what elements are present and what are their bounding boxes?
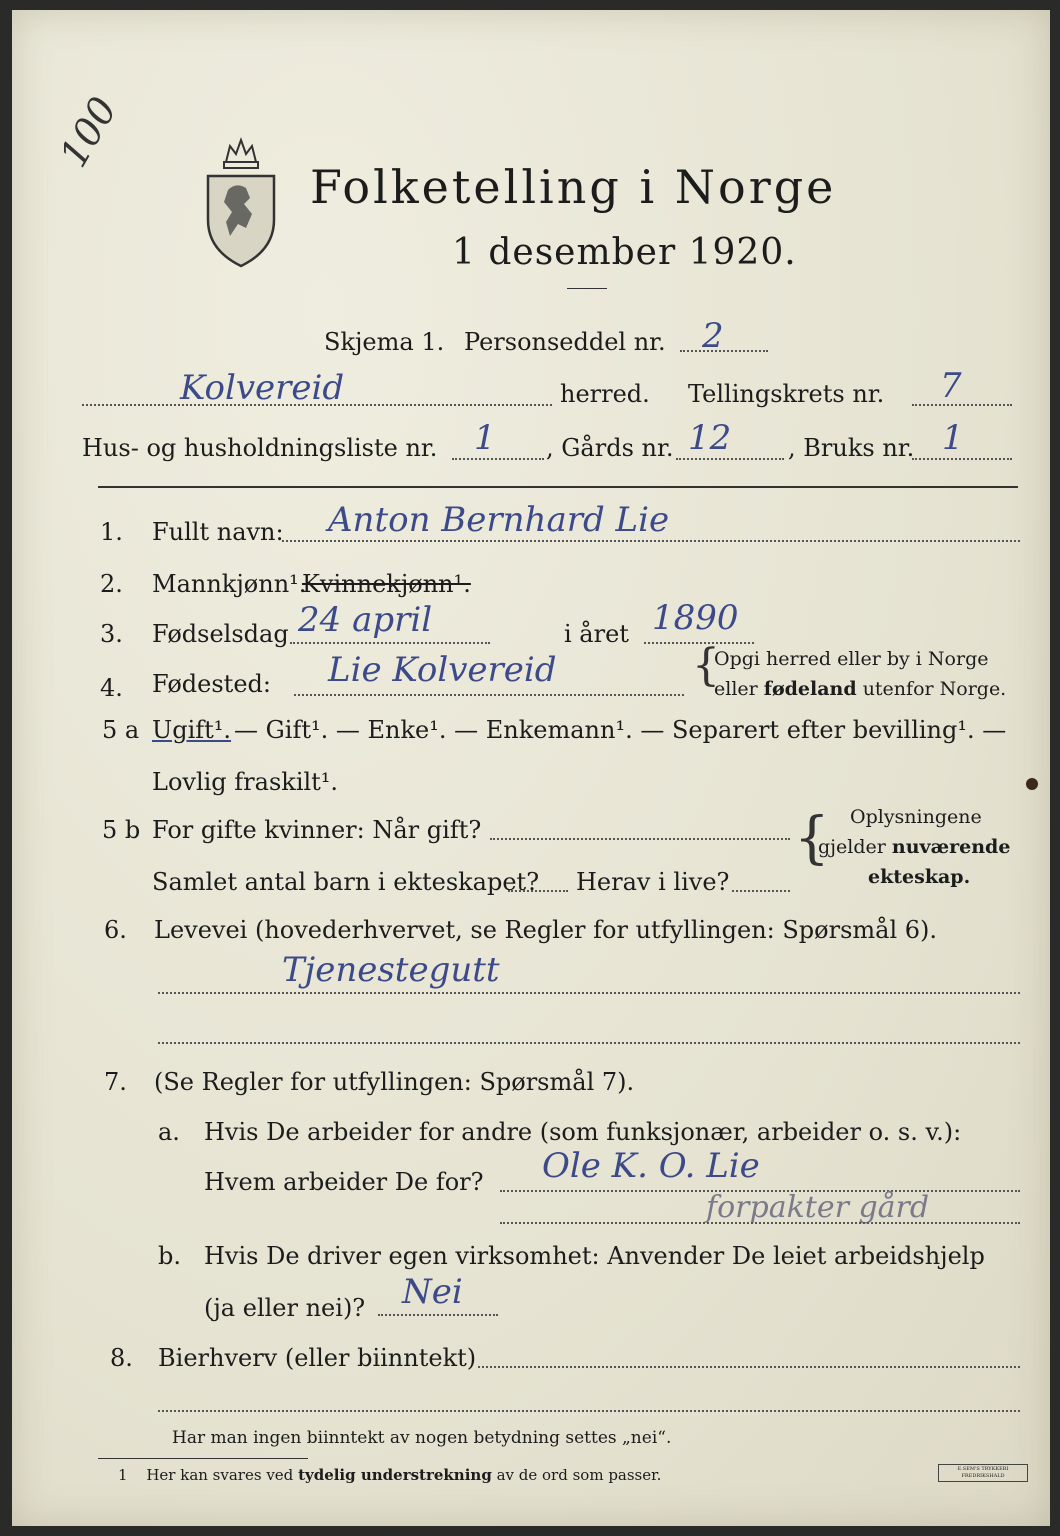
q3-year-label: i året [564,620,629,648]
printer-stamp: E.SEM'S TRYKKERI FREDRIKSHALD [938,1464,1028,1482]
employer-pencil-note: forpakter gård [706,1190,930,1225]
q5b-label: For gifte kvinner: Når gift? [152,816,482,844]
census-date: 1 desember 1920. [452,232,797,273]
q4-label: Fødested: [152,670,271,698]
dotted-line [680,350,768,352]
marital-ugift: Ugift¹. [152,716,232,744]
dotted-line [912,404,1012,406]
employer-value: Ole K. O. Lie [542,1146,760,1186]
dotted-line [294,694,684,696]
dotted-line [452,458,544,460]
q7-label: (Se Regler for utfyllingen: Spørsmål 7). [154,1068,635,1096]
q7a-label: Hvis De arbeider for andre (som funksjonær, arbeider o. s. v.): [204,1118,962,1146]
dotted-line [500,1222,1020,1224]
q7b-label: Hvis De driver egen virksomhet: Anvender De leiet arbeidshjelp [204,1242,985,1270]
q1-label: Fullt navn: [152,518,284,546]
q2-number: 2. [100,570,123,598]
margin-note: 100 [51,89,126,175]
birthplace-value: Lie Kolvereid [328,650,557,690]
q7b-number: b. [158,1242,181,1270]
birth-year-value: 1890 [652,598,739,638]
q8-number: 8. [110,1344,133,1372]
note-bold: nuværende [891,836,1011,858]
tellingskrets-value: 7 [940,366,962,406]
occupation-value: Tjenestegutt [282,950,500,990]
ink-dot [1026,778,1038,790]
dotted-line [912,458,1012,460]
q5b-number: 5 b [102,816,141,844]
form-title: Folketelling i Norge [310,160,837,214]
gender-male: Mannkjønn¹. [152,570,307,598]
marriage-note-1: Oplysningene [850,806,982,828]
q6-label: Levevei (hovederhvervet, se Regler for utfyllingen: Spørsmål 6). [154,916,938,944]
personseddel-value: 2 [702,316,724,356]
dotted-line [158,1042,1020,1044]
q7-number: 7. [104,1068,127,1096]
dotted-line [282,540,1020,542]
brace: { [692,640,720,691]
husholdningsliste-value: 1 [474,418,496,458]
personseddel-label: Personseddel nr. [464,328,666,356]
note-text: gjelder [818,836,886,858]
note-text: eller [714,678,758,700]
gender-female: Kvinnekjønn¹. [302,570,471,598]
footnote-text: Her kan svares ved [146,1466,294,1484]
footnote [118,1466,661,1484]
footnote-bold: tydelig understrekning [298,1466,492,1484]
dotted-line [676,458,784,460]
birthday-value: 24 april [298,600,433,640]
employer-label: Hvem arbeider De for? [204,1168,484,1196]
q6-number: 6. [104,916,127,944]
birthplace-note-2 [714,678,1006,700]
q3-label: Fødselsdag [152,620,289,648]
footnote-text: av de ord som passer. [496,1466,662,1484]
q1-number: 1. [100,518,123,546]
herred-label: herred. [560,380,650,408]
skjema-label: Skjema 1. [324,328,445,356]
birthplace-note-1: Opgi herred eller by i Norge [714,648,989,670]
dotted-line [508,890,568,892]
bruks-label: , Bruks nr. [788,434,915,462]
bruks-value: 1 [942,418,964,458]
footnote-number: 1 [118,1466,128,1484]
note-bold: fødeland [763,678,857,700]
q3-number: 3. [100,620,123,648]
dotted-line [378,1314,498,1316]
marital-fraskilt: Lovlig fraskilt¹. [152,768,339,796]
section-divider [98,486,1018,488]
full-name-value: Anton Bernhard Lie [328,500,670,540]
tellingskrets-label: Tellingskrets nr. [688,380,885,408]
footnote-divider [98,1458,308,1459]
dotted-line [478,1366,1020,1368]
children-alive-label: Herav i live? [576,868,730,896]
marital-options: — Gift¹. — Enke¹. — Enkemann¹. — Separert efter bevilling¹. — [234,716,1007,744]
dotted-line [158,1410,1020,1412]
dotted-line [82,404,552,406]
husholdningsliste-label: Hus- og husholdningsliste nr. [82,434,438,462]
hired-help-value: Nei [402,1272,463,1312]
marriage-note-2 [818,836,1010,858]
census-form-page [12,10,1050,1526]
note-text: utenfor Norge. [862,678,1007,700]
footer-note: Har man ingen biinntekt av nogen betydning settes „nei“. [172,1428,672,1448]
title-divider [567,288,607,289]
brace: { [794,806,830,871]
q5a-number: 5 a [102,716,140,744]
dotted-line [290,642,490,644]
q8-label: Bierhverv (eller biinntekt) [158,1344,477,1372]
dotted-line [732,890,790,892]
dotted-line [490,838,790,840]
marriage-note-3: ekteskap. [868,866,971,888]
q4-number: 4. [100,674,123,702]
gards-value: 12 [688,418,732,458]
norway-coat-of-arms-icon [200,132,282,276]
children-count-label: Samlet antal barn i ekteskapet? [152,868,540,896]
hired-help-label: (ja eller nei)? [204,1294,366,1322]
gards-label: , Gårds nr. [546,434,674,462]
herred-value: Kolvereid [180,368,345,408]
dotted-line [158,992,1020,994]
q7a-number: a. [158,1118,180,1146]
